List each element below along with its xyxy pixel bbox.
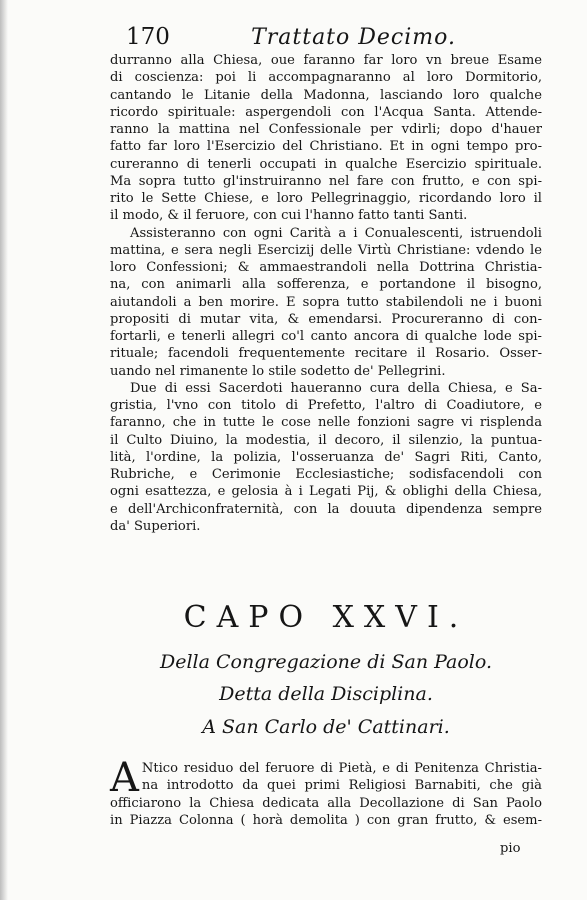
running-title: Trattato Decimo. bbox=[251, 25, 456, 50]
text-line: Ma sopra tutto gl'instruiranno nel fare con frutto, e con spi- bbox=[110, 173, 542, 189]
text-line: cantando le Litanie della Madonna, lasciando loro qualche bbox=[110, 87, 542, 103]
text-line: in Piazza Colonna ( horà demolita ) con gran frutto, & esem- bbox=[110, 813, 542, 829]
text-line: na, con animarli alla sofferenza, e portandone il bisogno, bbox=[110, 277, 542, 293]
text-line: il Culto Diuino, la modestia, il decoro, il silenzio, la puntua- bbox=[110, 432, 542, 448]
chapter-opening-paragraph bbox=[110, 755, 542, 830]
catchword: pio bbox=[500, 841, 521, 856]
text-line: di coscienza: poi li accompagnaranno al loro Dormitorio, bbox=[110, 70, 542, 86]
text-line: officiarono la Chiesa dedicata alla Decollazione di San Paolo bbox=[110, 796, 542, 811]
text-line: faranno, che in tutte le cose nelle fonzioni sagre vi risplenda bbox=[110, 415, 542, 431]
text-line: da' Superiori. bbox=[110, 518, 201, 534]
paragraph-3 bbox=[110, 380, 542, 535]
chapter-subtitle: Della Congregazione di San Paolo. bbox=[159, 651, 493, 673]
text-line: lità, l'ordine, la polizia, l'osseruanza de' Sagri Riti, Canto, bbox=[110, 449, 542, 465]
text-line: Ntico residuo del feruore di Pietà, e di Penitenza Christia- bbox=[141, 761, 542, 776]
text-line: rito le Sette Chiese, e loro Pellegrinaggio, ricordando loro il bbox=[110, 191, 542, 206]
text-line: cureranno di tenerli occupati in qualche Esercizio spirituale. bbox=[110, 156, 542, 172]
text-line: uando nel rimanente lo stile sodetto de' Pellegrini. bbox=[110, 363, 446, 379]
text-line: gristia, l'vno con titolo di Prefetto, l'altro di Coadiutore, e bbox=[110, 398, 542, 413]
text-line: rituale; facendoli frequentemente recitare il Rosario. Osser- bbox=[110, 346, 542, 362]
paragraph-2 bbox=[110, 225, 542, 380]
text-line: Due di essi Sacerdoti haueranno cura della Chiesa, e Sa- bbox=[130, 380, 542, 396]
page-header bbox=[126, 24, 456, 51]
text-line: durranno alla Chiesa, oue faranno far loro vn breue Esame bbox=[110, 53, 542, 68]
page-number: 170 bbox=[126, 24, 170, 50]
text-line: Assisteranno con ogni Carità a i Conualescenti, istruendoli bbox=[130, 225, 542, 241]
chapter-subtitle: A San Carlo de' Cattinari. bbox=[202, 716, 450, 738]
chapter-title: CAPO XXVI. bbox=[183, 600, 469, 635]
text-line: il modo, & il feruore, con cui l'hanno fatto tanti Santi. bbox=[110, 208, 468, 224]
text-line: Rubriche, e Cerimonie Ecclesiastiche; sodisfacendoli con bbox=[110, 467, 542, 482]
chapter-subtitle: Detta della Disciplina. bbox=[219, 683, 433, 705]
text-line: loro Confessioni; & ammaestrandoli nella Dottrina Christia- bbox=[110, 260, 542, 275]
text-line: mattina, e sera negli Esercizij delle Virtù Christiane: vdendo le bbox=[110, 242, 542, 258]
text-line: na introdotto da quei primi Religiosi Barnabiti, che già bbox=[141, 778, 542, 794]
text-line: propositi di mutar vita, & emendarsi. Procureranno di con- bbox=[110, 311, 542, 327]
text-line: aiutandoli a ben morire. E sopra tutto stabilendoli ne i buoni bbox=[110, 294, 542, 310]
text-line: fatto far loro l'Esercizio del Christiano. Et in ogni tempo pro- bbox=[110, 139, 542, 155]
body-text bbox=[110, 52, 542, 535]
text-line: ogni esattezza, e gelosia à i Legati Pij, & oblighi della Chiesa, bbox=[110, 484, 542, 500]
text-line: fortarli, e tenerli allegri co'l canto ancora di qualche lode spi- bbox=[110, 329, 542, 344]
text-line: e dell'Archiconfraternità, con la douuta dipendenza sempre bbox=[110, 501, 542, 517]
text-line: ricordo spirituale: aspergendoli con l'Acqua Santa. Attende- bbox=[110, 104, 542, 120]
text-line: ranno la mattina nel Confessionale per vdirli; dopo d'hauer bbox=[110, 122, 542, 137]
drop-cap: A bbox=[110, 755, 139, 801]
page-spine-shadow bbox=[0, 0, 8, 900]
paragraph-1 bbox=[110, 52, 542, 225]
